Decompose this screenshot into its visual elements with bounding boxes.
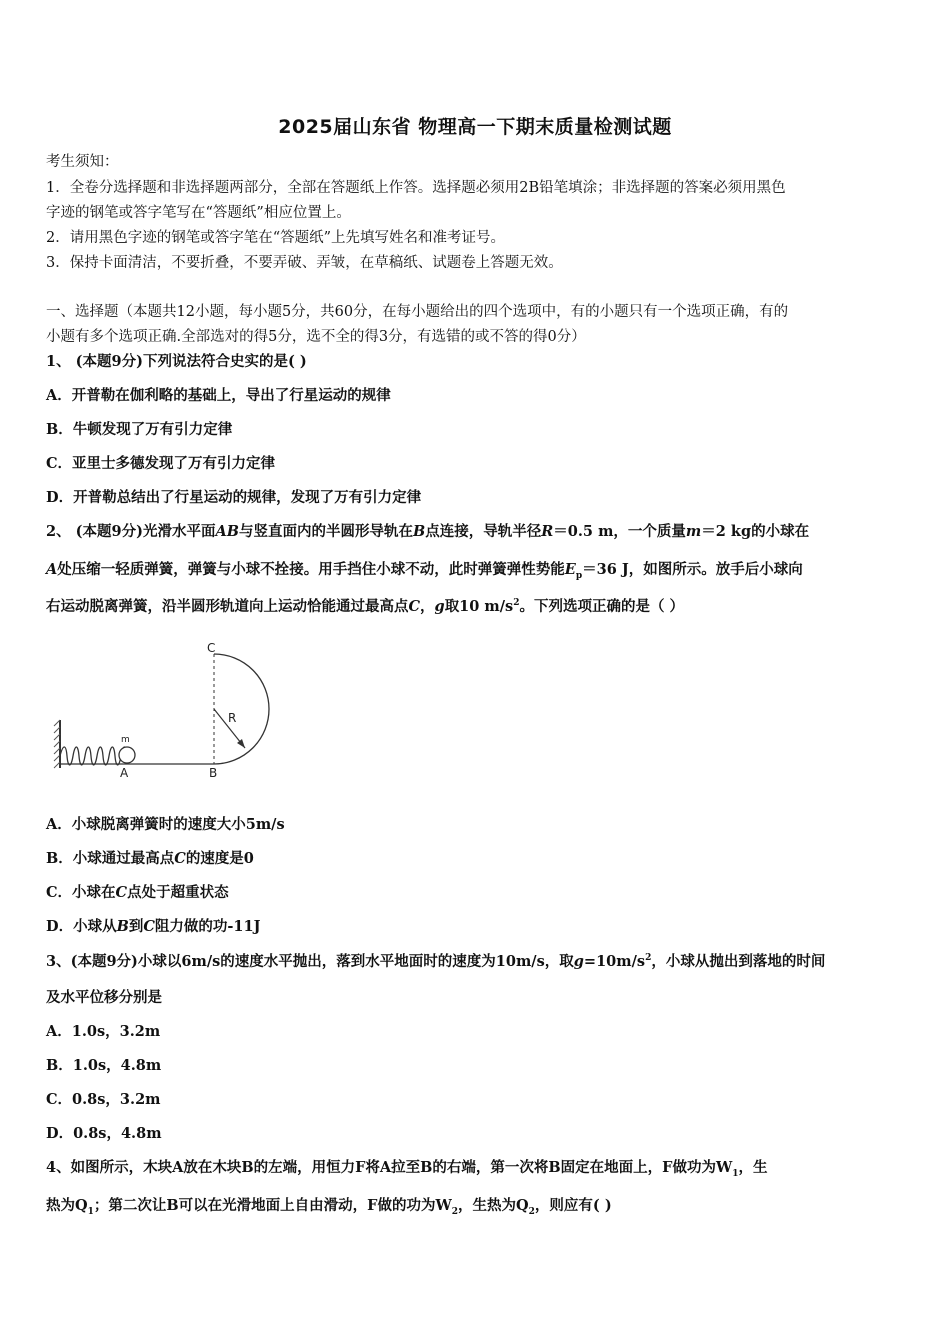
q2-stem-line1: 2、 (本题9分)光滑水平面AB与竖直面内的半圆形导轨在B点连接，导轨半径R＝0.5 m，一个质量m＝2 kg的小球在 xyxy=(46,523,810,540)
label-r: R xyxy=(228,711,237,725)
label-m: m xyxy=(121,735,130,745)
q1-option-c: C．亚里士多德发现了万有引力定律 xyxy=(46,455,276,472)
spring xyxy=(60,747,127,765)
q4-stem-line2: 热为$Q_1$；第二次让B可以在光滑地面上自由滑动，F做的功为$W_2$，生热为$Q_2$，则应有( ) xyxy=(46,1197,612,1217)
q2-option-c: C．小球在C点处于超重状态 xyxy=(46,884,229,901)
notice-heading: 考生须知： xyxy=(46,154,119,170)
q3-stem-line2: 及水平位移分别是 xyxy=(46,989,162,1006)
page-title: 2025届山东省 物理高一下期末质量检测试题 xyxy=(278,116,672,138)
label-a: A xyxy=(120,766,129,780)
notice-item: 1．全卷分选择题和非选择题两部分，全部在答题纸上作答。选择题必须用2B铅笔填涂；非选择题的答案必须用黑色 xyxy=(46,180,786,196)
ball xyxy=(119,747,135,763)
q1-option-d: D．开普勒总结出了行星运动的规律，发现了万有引力定律 xyxy=(46,489,422,506)
section-instructions: 小题有多个选项正确.全部选对的得5分，选不全的得3分，有选错的或不答的得0分） xyxy=(46,329,586,345)
q2-stem-line2: A处压缩一轻质弹簧，弹簧与小球不拴接。用手挡住小球不动，此时弹簧弹性势能$E_p=36$ J，如图所示。放手后小球向 xyxy=(46,561,803,581)
notice-item: 字迹的钢笔或答字笔写在“答题纸”相应位置上。 xyxy=(46,205,351,221)
q4-stem-line1: 4、如图所示，木块A放在木块B的左端，用恒力F将A拉至B的右端，第一次将B固定在地面上，F做功为$W_1$，生 xyxy=(46,1159,768,1179)
label-c: C xyxy=(207,641,216,655)
q3-option-b: B．1.0s，4.8m xyxy=(46,1057,162,1074)
q3-option-c: C．0.8s，3.2m xyxy=(46,1091,161,1108)
q3-option-a: A．1.0s，3.2m xyxy=(46,1023,161,1040)
q2-option-d: D．小球从B到C阻力做的功-11J xyxy=(46,918,261,935)
q2-option-a: A．小球脱离弹簧时的速度大小5m/s xyxy=(46,816,285,833)
q2-figure xyxy=(44,640,284,785)
q1-option-b: B．牛顿发现了万有引力定律 xyxy=(46,421,233,438)
q2-option-b: B．小球通过最高点C的速度是0 xyxy=(46,850,254,867)
notice-item: 2．请用黑色字迹的钢笔或答字笔在“答题纸”上先填写姓名和准考证号。 xyxy=(46,230,506,246)
notice-item: 3．保持卡面清洁，不要折叠，不要弄破、弄皱，在草稿纸、试题卷上答题无效。 xyxy=(46,255,563,271)
label-b: B xyxy=(209,766,218,780)
q2-stem-line3: 右运动脱离弹簧，沿半圆形轨道向上运动恰能通过最高点C，g取10 $m/s^2$。下列选项正确的是（ ） xyxy=(46,598,685,615)
q1-option-a: A．开普勒在伽利略的基础上，导出了行星运动的规律 xyxy=(46,387,391,404)
q3-option-d: D．0.8s，4.8m xyxy=(46,1125,162,1142)
semicircle-track xyxy=(214,654,269,764)
q3-stem-line1: 3、(本题9分)小球以6m/s的速度水平抛出，落到水平地面时的速度为10m/s，取$g=10m/s^2$，小球从抛出到落地的时间 xyxy=(46,953,826,970)
q1-stem: 1、 (本题9分)下列说法符合史实的是( ) xyxy=(46,353,307,370)
section-instructions: 一、选择题（本题共12小题，每小题5分，共60分，在每小题给出的四个选项中，有的小题只有一个选项正确，有的 xyxy=(46,304,789,320)
